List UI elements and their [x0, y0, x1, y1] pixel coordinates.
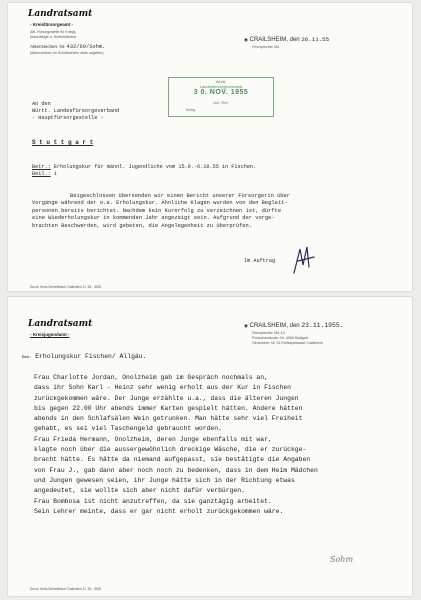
recipient-line: - Hauptfürsorgestelle - — [32, 115, 104, 122]
letter2-dept: - Kreisjugendamt - — [30, 332, 70, 337]
stamp-line-1: Württ. — [215, 79, 227, 84]
body-line: Vorgänge während der o.a. Erholungskur. Ähnliche Klagen wurden von den Begleit- — [32, 200, 288, 207]
body-line: Frau Charlotte Jordan, Onolzheim gab im Gespräch nochmals an, — [34, 374, 268, 381]
stamp-line-5: Abtlg. — [185, 107, 197, 112]
letter2-bank-2: Girokonten: Nr. 31 Kreissparkasse Crailsheim — [252, 341, 323, 345]
body-line: bis gegen 22.00 Uhr abends immer Karten gespielt hätten. Andere hätten — [34, 404, 303, 412]
letter-sheet-2 — [8, 297, 412, 596]
letter2-footer: Druck: Kreis-Schreibtisch Crailsheim 11. 55 - 5000 — [30, 587, 102, 591]
letter1-ref-value: 432/60/Sohm. — [66, 44, 106, 50]
body-line: und Jungen gewesen seien, ihr Junge hätte sich in der Richtung etwas — [34, 476, 295, 484]
letter1-beil-label: Beil.: — [32, 171, 51, 177]
letter1-ref-label: Aktenzeichen: Nr. — [30, 44, 66, 49]
body-line: eine Wiederholungskur in kommenden Jahr angezeigt sein. Aufgrund der vorge- — [32, 215, 275, 222]
stamp-line-2: Landesfürsorgeverband — [199, 84, 243, 89]
body-line: klagte noch über die aussergewöhnlich dreckige Wäsche, die er zurückge- — [34, 446, 307, 454]
letter1-body — [32, 193, 290, 230]
body-line: personen bereits berichtet. Nachdem kein Kurerfolg zu verzeichnen ist, dürfte — [32, 207, 282, 214]
body-line: Sein Lehrer meinte, dass er gar nicht erholt zurückgekommen wäre. — [34, 507, 284, 515]
stamp-date: 3 0. NOV. 1955 — [193, 89, 249, 96]
body-line: zurückgekommen wäre. Der Junge erzählte u.a., dass die älteren Jungen — [34, 394, 299, 402]
body-line: dass ihr Sohn Karl - Heinz sehr wenig erholt aus der Kur in Fischen — [34, 384, 291, 392]
letter1-beil — [32, 171, 57, 178]
letter1-date: 26.11.55 — [301, 36, 330, 43]
letter1-recipient-city: S t u t t g a r t — [32, 139, 94, 146]
letter1-ref-note: (Aktenzeichen im Schriftverkehr stets angeben) — [30, 51, 104, 55]
body-line: abends in den Schlafsälen Wein getrunken. Man hätte sehr viel Freiheit — [34, 415, 303, 423]
signature-1-icon — [290, 243, 320, 277]
letter2-body — [34, 373, 318, 517]
body-line: Beigeschlossen übersenden wir einen Bericht unserer Fürsorgerin über — [70, 193, 290, 199]
letter2-bank-1: Postscheckkonto: Nr. 4966 Stuttgart — [252, 336, 308, 340]
letter1-city: CRAILSHEIM, den — [249, 37, 300, 43]
letter1-dept: - Kreisfürsorgeamt - — [30, 22, 74, 27]
letter2-org: Landratsamt — [28, 319, 93, 329]
letter1-phone: Fernsprecher 361 — [252, 45, 280, 49]
body-line: angedeutet, sie wollte sich aber nicht dafür verbürgen. — [34, 487, 245, 495]
letter2-betr — [22, 352, 146, 362]
letter1-recipient — [32, 101, 119, 123]
letter1-place-date: ◉ CRAILSHEIM, den 26.11.55 — [244, 36, 330, 43]
letter1-betr-label: Betr.: — [32, 164, 51, 170]
letter1-betr — [32, 164, 256, 171]
letter1-ref — [30, 44, 105, 50]
body-line: brachten Beschwerden, wird gebeten, die Angelegenheit zu überprüfen. — [32, 222, 252, 229]
letter-sheet-1 — [8, 3, 412, 291]
letter1-dept-note: Abt. Fürsorgestelle für Kriegs- beschädigte u. Hinterbliebene — [30, 30, 77, 39]
letter2-phone: Fernsprecher 361-19 — [252, 331, 285, 335]
received-stamp — [168, 77, 274, 117]
letter2-betr-label: Betr.: — [22, 354, 32, 359]
stamp-line-4: Anl. Ref. — [213, 100, 229, 105]
body-line: Frau Frieda Hermann, Onolzheim, deren Junge ebenfalls mit war, — [34, 435, 272, 443]
signature-2: Sohm — [330, 555, 354, 564]
body-line: bracht hätte. Es hätte da niemand aufgepasst, sie bestätigte die Angaben — [34, 456, 311, 464]
letter1-org: Landratsamt — [28, 9, 93, 19]
letter1-closing: Im Auftrag — [244, 258, 276, 264]
recipient-line: Württ. Landesfürsorgeverband — [32, 108, 120, 115]
body-line: von Frau J., gab dann aber noch noch zu bedenken, dass in dem Heim Mädchen — [34, 466, 318, 474]
body-line: Frau Bombosa ist nicht anzutreffen, da sie ganztägig arbeitet. — [34, 497, 272, 505]
letter2-date: 23.11.1955. — [301, 322, 344, 329]
letter1-beil-text: 1 — [53, 171, 57, 177]
body-line: gehabt, es sei viel Taschengeld gebraucht worden. — [34, 425, 222, 433]
recipient-line: An den — [32, 101, 51, 107]
letter2-place-date: ◉ CRAILSHEIM, den 23.11.1955. — [244, 322, 344, 329]
letter2-city: CRAILSHEIM, den — [249, 323, 300, 329]
letter1-footer: Druck: Kreis-Schreibtisch Crailsheim 11. 55 - 5000 — [30, 285, 102, 289]
letter2-betr-text: Erholungskur Fischen/ Allgäu. — [35, 353, 147, 360]
letter1-betr-text: Erholungskur für männl. Jugendliche vom 15.9.-6.10.55 in Fischen. — [53, 164, 257, 170]
